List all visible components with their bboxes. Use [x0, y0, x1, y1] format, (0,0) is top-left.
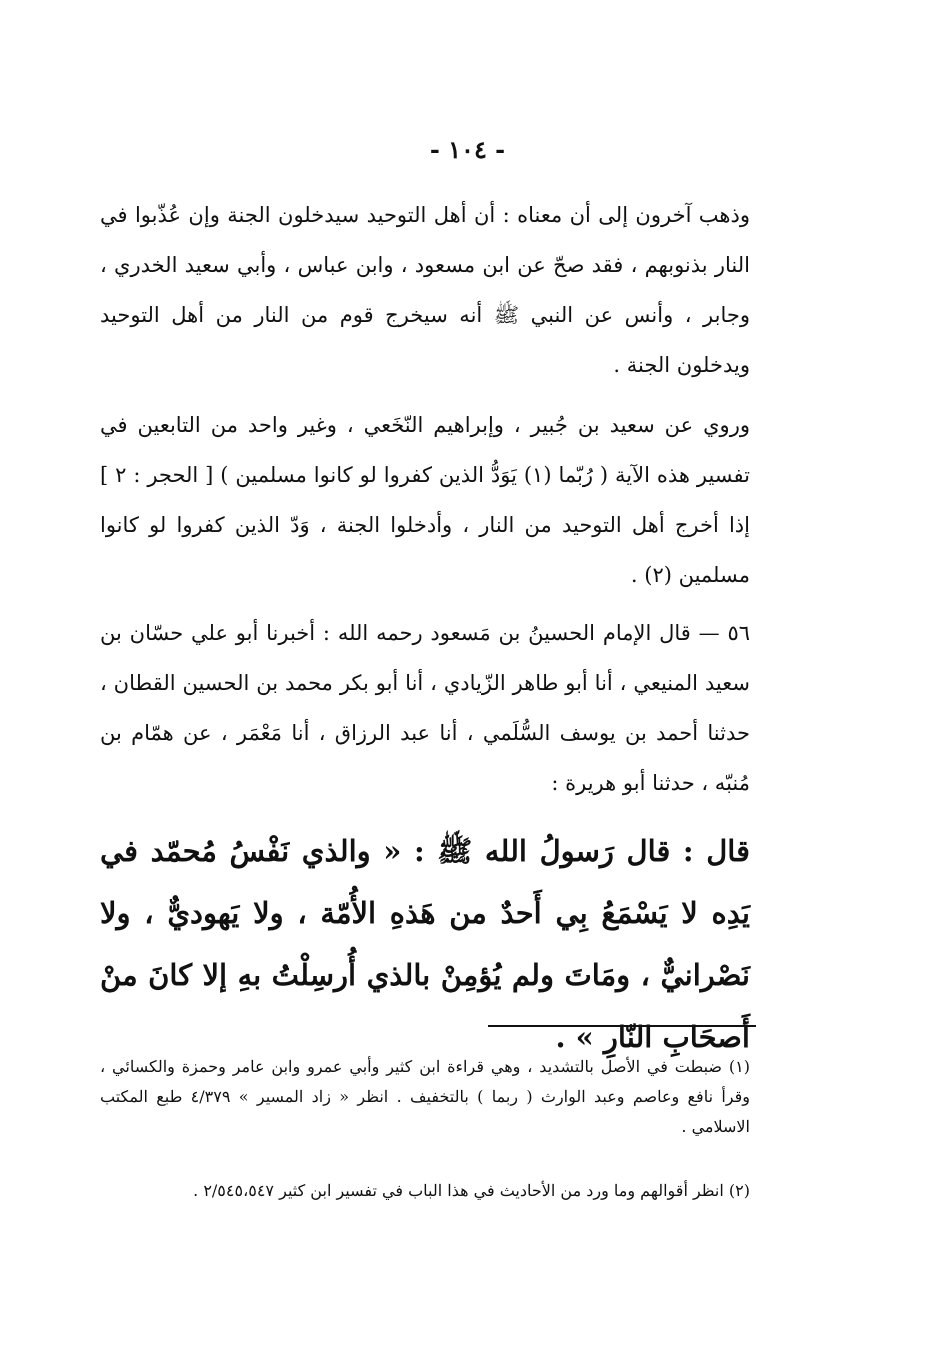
hadith-text: قال : قال رَسولُ الله ﷺ : « والذي نَفْسُ مُحمّد في يَدِه لا يَسْمَعُ بِي أَحدٌ من هَذهِ الأُمّة ، ولا يَهوديٌّ ، ولا نَصْرانيٌّ ، ومَاتَ ولم يُؤمِنْ بالذي أُرسِلْتُ بهِ إلا كانَ منْ أَصحَابِ النّارِ » . — [100, 834, 750, 1054]
footnote-divider — [488, 1025, 756, 1027]
paragraph-tabiun: وروي عن سعيد بن جُبير ، وإبراهيم النّخَعي ، وغير واحد من التابعين في تفسير هذه الآية ( رُبّما (١) يَوَدُّ الذين كفروا لو كانوا مسلمين ) [ الحجر : ٢ ] إذا أخرج أهل التوحيد من النار ، وأدخلوا الجنة ، وَدّ الذين كفروا لو كانوا مسلمين (٢) . — [100, 413, 750, 587]
paragraph-isnad: ٥٦ — قال الإمام الحسينُ بن مَسعود رحمه الله : أخبرنا أبو علي حسّان بن سعيد المنيعي ، أنا أبو طاهر الزّيادي ، أنا أبو بكر محمد بن الحسين القطان ، حدثنا أحمد بن يوسف السُّلَمي ، أنا عبد الرزاق ، أنا مَعْمَر ، عن همّام بن مُنبّه ، حدثنا أبو هريرة : — [100, 621, 750, 795]
footnote-1: (١) ضبطت في الأصل بالتشديد ، وهي قراءة ابن كثير وأبي عمرو وابن عامر وحمزة والكسائي ، وقرأ نافع وعاصم وعبد الوارث ( ربما ) بالتخفيف . انظر « زاد المسير » ٤/٣٧٩ طبع المكتب الاسلامي . — [100, 1057, 751, 1136]
page-number: - ١٠٤ - — [429, 135, 506, 164]
paragraph-interpretation: وذهب آخرون إلى أن معناه : أن أهل التوحيد سيدخلون الجنة وإن عُذّبوا في النار بذنوبهم ، فقد صحّ عن ابن مسعود ، وابن عباس ، وأبي سعيد الخدري ، وجابر ، وأنس عن النبي ﷺ أنه سيخرج قوم من النار من أهل التوحيد ويدخلون الجنة . — [100, 203, 750, 377]
footnote-2: (٢) انظر أقوالهم وما ورد من الأحاديث في هذا الباب في تفسير ابن كثير ٢/٥٤٥،٥٤٧ . — [193, 1181, 750, 1200]
